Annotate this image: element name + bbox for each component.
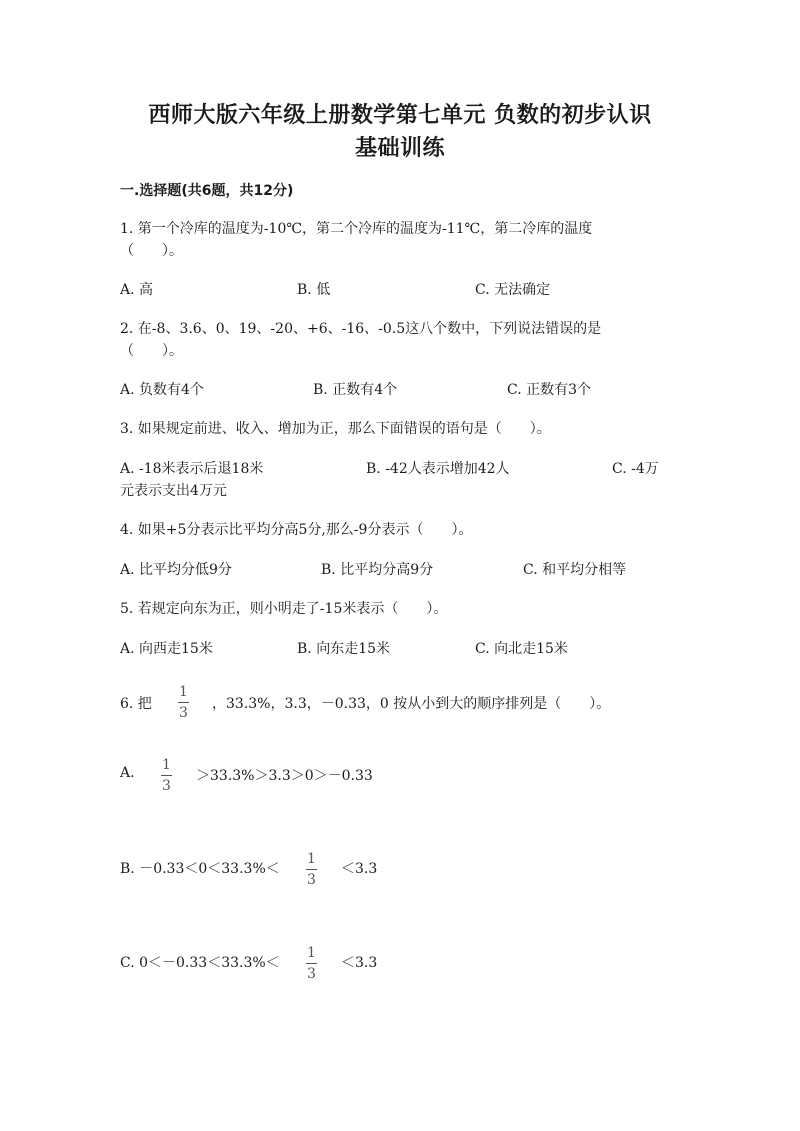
question-text: 5. 若规定向东为正，则小明走了-15米表示（ ）。 xyxy=(120,601,448,617)
fraction-numerator: 1 xyxy=(307,945,316,961)
fraction-numerator: 1 xyxy=(179,684,188,700)
fraction-denominator: 3 xyxy=(307,872,316,888)
fraction-bar xyxy=(161,775,172,776)
option-c-wrap: 元表示支出4万元 xyxy=(120,483,227,499)
fraction-numerator: 1 xyxy=(307,851,316,867)
fraction-denominator: 3 xyxy=(162,778,171,794)
worksheet-title: 西师大版六年级上册数学第七单元 负数的初步认识 xyxy=(148,103,652,128)
question-text: 4. 如果+5分表示比平均分高5分,那么-9分表示（ ）。 xyxy=(120,522,473,538)
fraction-denominator: 3 xyxy=(179,705,188,721)
fraction-bar xyxy=(306,963,317,964)
question-text: 2. 在-8、3.6、0、19、-20、+6、-16、-0.5这八个数中，下列说法错误的是 xyxy=(120,321,602,337)
question-text: 6. 把 xyxy=(120,696,152,712)
fraction xyxy=(178,684,189,721)
question-text-cont: （ ）。 xyxy=(120,343,183,359)
fraction xyxy=(161,757,172,794)
option-c[interactable]: C. 向北走15米 xyxy=(475,641,568,657)
option-text: ＞33.3%＞3.3＞0＞－0.33 xyxy=(196,768,373,784)
fraction-bar xyxy=(306,869,317,870)
option-b[interactable]: B. 正数有4个 xyxy=(313,382,398,398)
option-label: A. xyxy=(120,765,135,781)
fraction xyxy=(306,851,317,888)
section-heading: 一.选择题(共6题，共12分) xyxy=(120,183,294,199)
worksheet-subtitle: 基础训练 xyxy=(354,136,445,161)
option-label: B. －0.33＜0＜33.3%＜ xyxy=(120,861,280,877)
option-b[interactable]: B. -42人表示增加42人 xyxy=(366,461,510,477)
option-b[interactable]: B. 比平均分高9分 xyxy=(321,562,434,578)
option-a[interactable]: A. 比平均分低9分 xyxy=(120,562,232,578)
option-b[interactable]: B. 向东走15米 xyxy=(297,641,391,657)
option-text: ＜3.3 xyxy=(341,955,378,971)
option-b[interactable]: B. 低 xyxy=(297,282,331,298)
question-text-cont: ，33.3%，3.3，－0.33，0 按从小到大的顺序排列是（ ）。 xyxy=(212,696,611,712)
option-c[interactable]: C. -4万 xyxy=(612,461,659,477)
option-c[interactable]: C. 无法确定 xyxy=(475,282,551,298)
option-label: C. 0＜－0.33＜33.3%＜ xyxy=(120,955,280,971)
fraction xyxy=(306,945,317,982)
option-text: ＜3.3 xyxy=(341,861,378,877)
question-text: 3. 如果规定前进、收入、增加为正，那么下面错误的语句是（ ）。 xyxy=(120,421,551,437)
option-c[interactable]: C. 正数有3个 xyxy=(507,382,592,398)
question-text-cont: （ ）。 xyxy=(120,243,183,259)
fraction-numerator: 1 xyxy=(162,757,171,773)
option-a[interactable]: A. 高 xyxy=(120,282,154,298)
fraction-bar xyxy=(178,702,189,703)
option-a[interactable]: A. 负数有4个 xyxy=(120,382,204,398)
question-text: 1. 第一个冷库的温度为-10℃，第二个冷库的温度为-11℃，第二冷库的温度 xyxy=(120,221,593,237)
fraction-denominator: 3 xyxy=(307,966,316,982)
option-a[interactable]: A. -18米表示后退18米 xyxy=(120,461,264,477)
option-c[interactable]: C. 和平均分相等 xyxy=(523,562,627,578)
option-a[interactable]: A. 向西走15米 xyxy=(120,641,213,657)
